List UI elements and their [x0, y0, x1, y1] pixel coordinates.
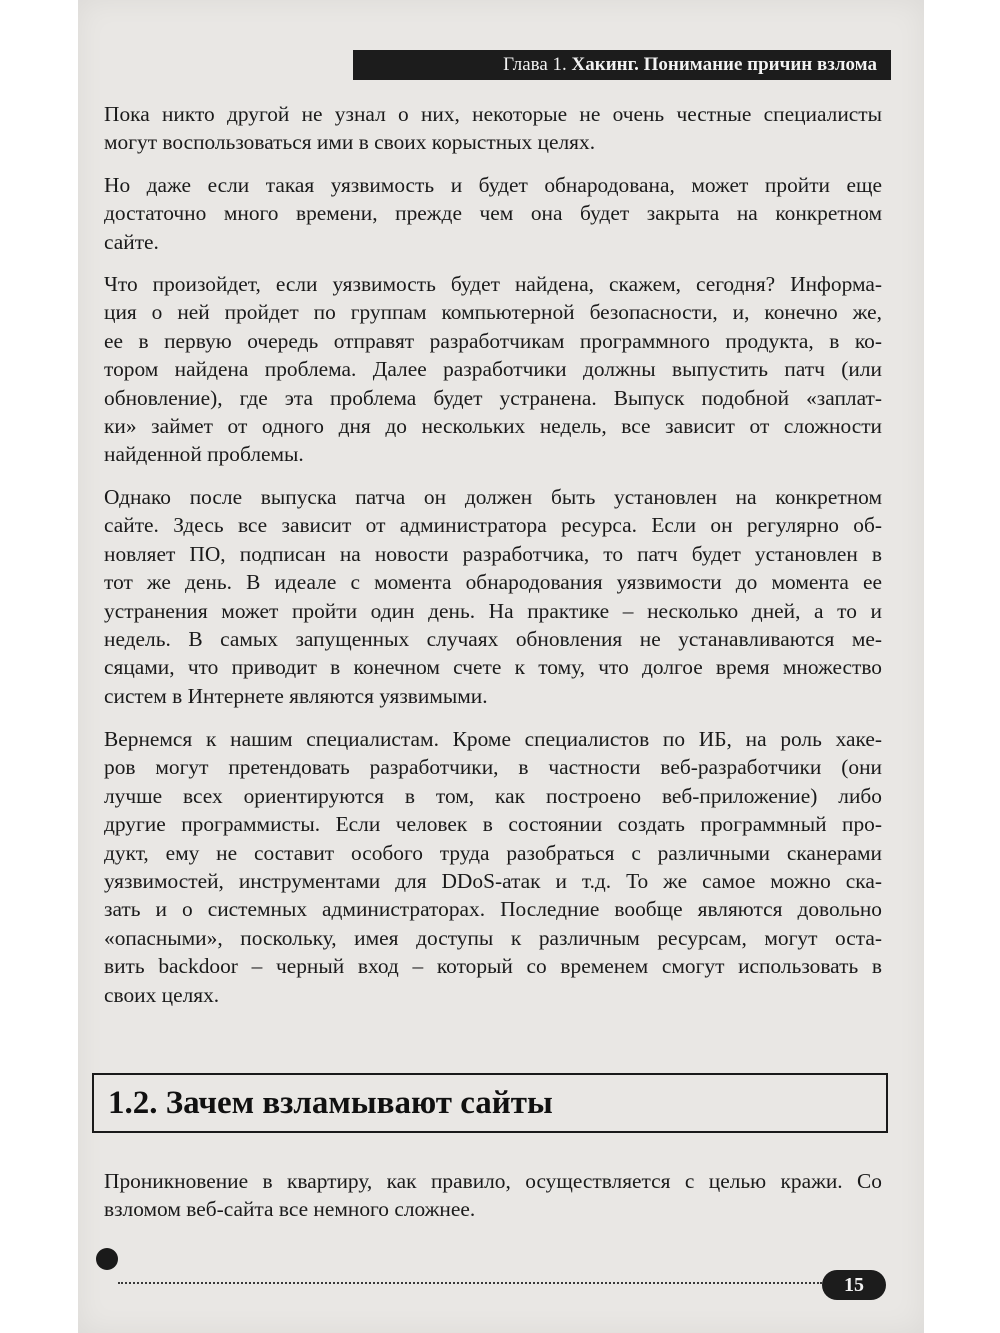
text-line: Вернемся к нашим специалистам. Кроме специалистов по ИБ, на роль хаке-	[104, 727, 882, 751]
paragraph-3	[104, 270, 882, 469]
text-line: недель. В самых запущенных случаях обновления не устанавливаются ме-	[104, 627, 882, 652]
section-heading-box	[92, 1073, 888, 1133]
text-line: сайте.	[104, 229, 159, 254]
text-line: дукт, ему не составит особого труда разобраться с различными сканерами	[104, 840, 882, 865]
paragraph-5	[104, 725, 882, 1009]
paragraph-4	[104, 483, 882, 710]
text-line: Проникновение в квартиру, как правило, осуществляется с целью кражи. Со	[104, 1169, 882, 1193]
paragraph-1	[104, 100, 882, 157]
text-line: лучше всех ориентируются в том, как построено веб-приложение) либо	[104, 783, 882, 808]
paragraph-2	[104, 171, 882, 256]
text-line: тот же день. В идеале с момента обнародования уязвимости до момента ее	[104, 570, 882, 595]
text-line: сяцами, что приводит в конечном счете к тому, что долгое время множество	[104, 655, 882, 680]
text-line: другие программисты. Если человек в состоянии создать программный про-	[104, 812, 882, 837]
footer-bullet-dot	[96, 1248, 118, 1270]
text-line: сайте. Здесь все зависит от администратора ресурса. Если он регулярно об-	[104, 513, 882, 538]
text-line: устранения может пройти один день. На практике – несколько дней, а то и	[104, 598, 882, 623]
text-line: Однако после выпуска патча он должен быть установлен на конкретном	[104, 485, 882, 509]
text-line: вить backdoor – черный вход – который со временем смогут использовать в	[104, 954, 882, 979]
text-line: ция о ней пройдет по группам компьютерной безопасности, и, конечно же,	[104, 300, 882, 325]
text-line: найденной проблемы.	[104, 442, 304, 467]
text-line: новляет ПО, подписан на новости разработчика, то патч будет установлен в	[104, 541, 882, 566]
running-header	[353, 50, 891, 80]
text-line: могут воспользоваться ими в своих корыстных целях.	[104, 130, 596, 155]
text-line: тором найдена проблема. Далее разработчики должны выпустить патч (или	[104, 357, 882, 382]
text-line: уязвимостей, инструментами для DDoS-атак и т.д. То же самое можно ска-	[104, 869, 882, 894]
section-heading: 1.2. Зачем взламывают сайты	[108, 1085, 553, 1121]
text-line: обновление), где эта проблема будет устранена. Выпуск подобной «заплат-	[104, 385, 882, 410]
text-line: ки» займет от одного дня до нескольких недель, все зависит от сложности	[104, 414, 882, 439]
text-line: взломом веб-сайта все немного сложнее.	[104, 1197, 476, 1222]
chapter-title: Хакинг. Понимание причин взлома	[571, 54, 877, 75]
text-line: «опасными», поскольку, имея доступы к различным ресурсам, могут оста-	[104, 925, 882, 950]
paragraph-after-heading	[104, 1167, 882, 1224]
page-number: 15	[822, 1270, 886, 1300]
text-line: зать и о системных администраторах. Последние вообще являются довольно	[104, 897, 882, 922]
text-line: ее в первую очередь отправят разработчикам программного продукта, в ко-	[104, 328, 882, 353]
text-line: ров могут претендовать разработчики, в частности веб-разработчики (они	[104, 755, 882, 780]
text-line: своих целях.	[104, 982, 220, 1007]
text-line: Что произойдет, если уязвимость будет найдена, скажем, сегодня? Информа-	[104, 272, 882, 296]
text-line: систем в Интернете являются уязвимыми.	[104, 683, 488, 708]
footer-dotted-rule	[118, 1282, 822, 1284]
text-line: Пока никто другой не узнал о них, некоторые не очень честные специалисты	[104, 102, 882, 126]
text-line: Но даже если такая уязвимость и будет обнародована, может пройти еще	[104, 173, 882, 197]
chapter-number: Глава 1.	[503, 54, 567, 75]
text-line: достаточно много времени, прежде чем она будет закрыта на конкретном	[104, 201, 882, 226]
